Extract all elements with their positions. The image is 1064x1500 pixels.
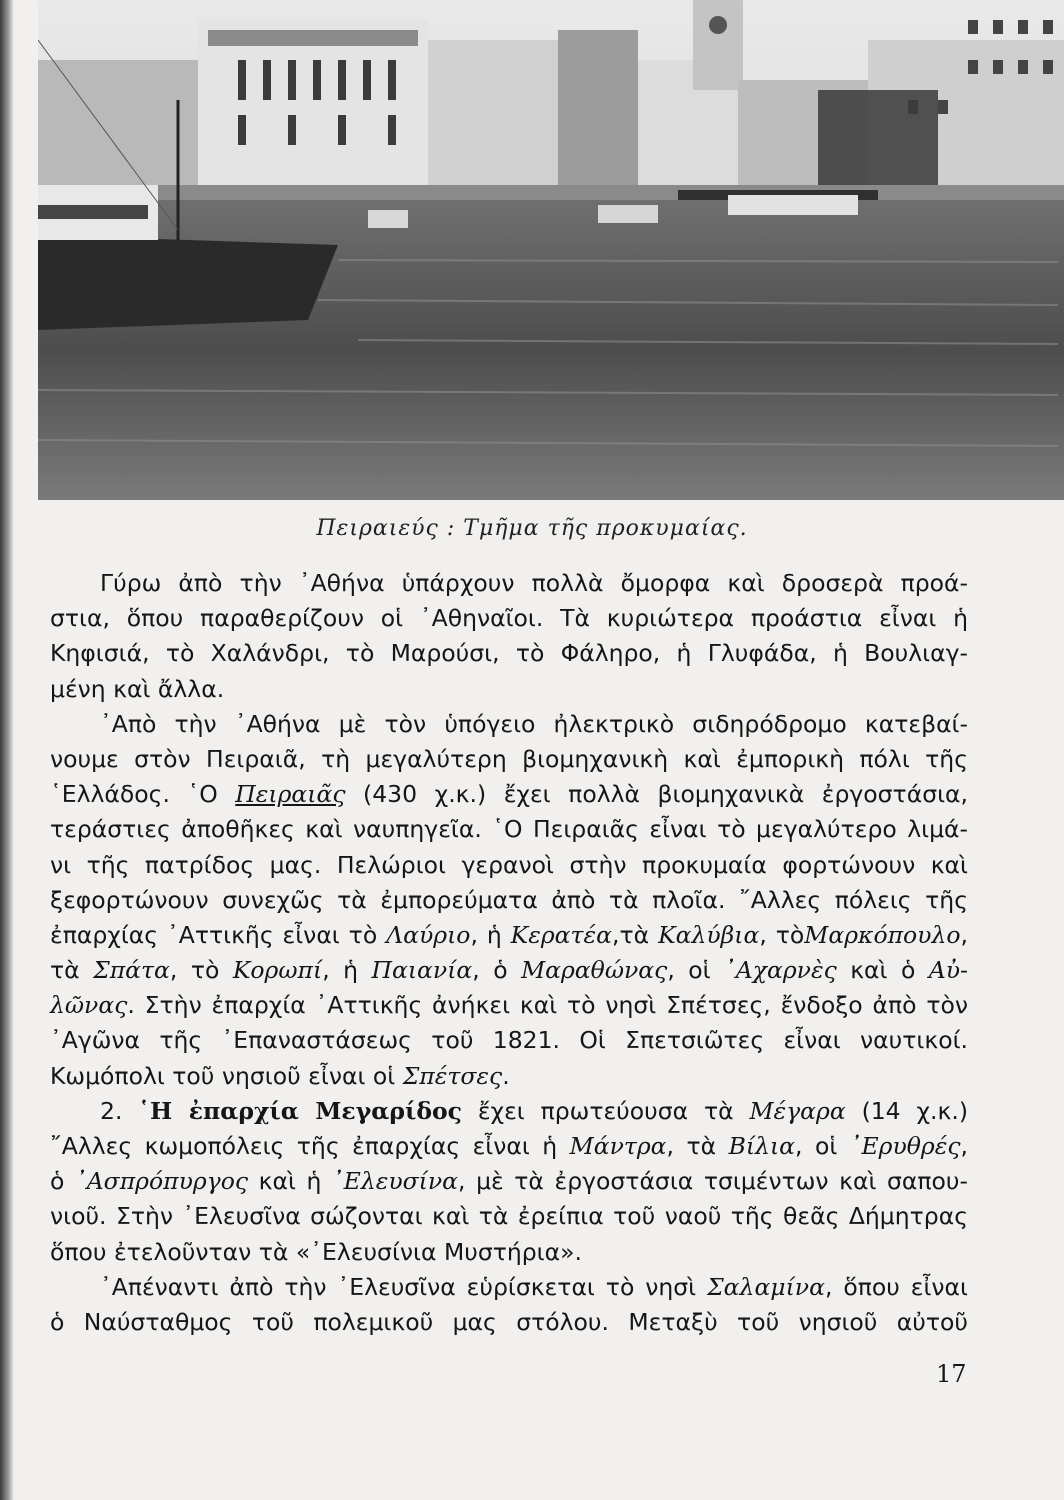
text-span: , μὲ τὰ ἐργοστάσια τσιμέντων καὶ σαπου- [458, 1167, 968, 1196]
place-name: Μαρκόπουλο [804, 920, 961, 949]
photo-caption: Πειραιεύς : Τμῆμα τῆς προκυμαίας. [316, 516, 748, 541]
place-name: ᾿Ασπρόπυργος [74, 1167, 249, 1196]
place-name: Σπάτα [93, 956, 170, 985]
text-span: (14 χ.κ.) [845, 1096, 969, 1125]
text-line: νι τῆς πατρίδος μας. Πελώριοι γερανοὶ στὴν προκυμαία φορτώνουν καὶ [50, 850, 968, 879]
text-span: ,τὰ [612, 920, 659, 949]
text-span: , τὸ [169, 956, 233, 985]
place-name: Παιανία [371, 956, 473, 985]
text-line: ᾿Αγῶνα τῆς ᾿Επαναστάσεως τοῦ 1821. Οἱ Σπετσιῶτες εἶναι ναυτικοί. [50, 1026, 968, 1055]
place-name: Λαύριο [386, 920, 471, 949]
text-span: ἔχει πρωτεύουσα τὰ [461, 1096, 750, 1125]
text-line [50, 777, 968, 812]
text-span: καὶ ἡ [248, 1167, 332, 1196]
page-number: 17 [936, 1360, 967, 1388]
text-span: . Στὴν ἐπαρχία ᾿Αττικῆς ἀνήκει καὶ τὸ νησὶ Σπέτσες, ἔνδοξο ἀπὸ τὸν [127, 991, 968, 1020]
text-line [50, 1270, 968, 1305]
text-line: μένη καὶ ἄλλα. [50, 674, 225, 703]
text-line: ὁ Ναύσταθμος τοῦ πολεμικοῦ μας στόλου. Μεταξὺ τοῦ νησιοῦ αὐτοῦ [50, 1307, 968, 1336]
place-name: Κορωπί [232, 956, 323, 985]
place-name: ᾿Αχαρνὲς [724, 956, 837, 985]
place-name: Σαλαμίνα [707, 1272, 825, 1301]
text-span: , ὁ [472, 956, 522, 985]
place-name: Σπέτσες [402, 1061, 503, 1090]
text-span: ᾿Απέναντι ἀπὸ τὴν ᾿Ελευσῖνα εὑρίσκεται τὸ νησὶ [100, 1272, 708, 1301]
place-name: Καλύβια [658, 920, 760, 949]
text-span: ὁ [50, 1167, 75, 1196]
text-line: Γύρω ἀπὸ τὴν ᾿Αθήνα ὑπάρχουν πολλὰ ὄμορφα καὶ δροσερὰ προά- [100, 569, 968, 597]
body-text [50, 566, 968, 1340]
text-line: ξεφορτώνουν συνεχῶς τὰ ἐμπορεύματα ἀπὸ τὰ πλοῖα. ῎Αλλες πόλεις τῆς [50, 885, 968, 914]
text-line [50, 1164, 968, 1199]
text-span: , [960, 920, 968, 949]
harbor-photo-icon [38, 0, 1064, 500]
text-span: Κωμόπολι τοῦ νησιοῦ εἶναι οἱ [50, 1061, 403, 1090]
text-line [50, 1094, 968, 1129]
text-line: νουμε στὸν Πειραιᾶ, τὴ μεγαλύτερη βιομηχανικὴ καὶ ἐμπορικὴ πόλι τῆς [50, 744, 968, 773]
text-span: , [960, 1132, 968, 1160]
text-span: . [502, 1061, 510, 1090]
text-span: τὰ [50, 956, 94, 985]
place-name: Αὐ- [928, 956, 968, 985]
text-span: , τὰ [666, 1132, 729, 1160]
place-name: λῶνας [50, 991, 128, 1020]
text-span: (430 χ.κ.) ἔχει πολλὰ βιομηχανικὰ ἐργοστάσια, [345, 780, 968, 809]
text-span: , τὸ [759, 920, 805, 949]
text-span: , οἱ [795, 1132, 850, 1160]
place-name: Μέγαρα [749, 1096, 846, 1125]
section-heading: ῾Η ἐπαρχία Μεγαρίδος [138, 1096, 462, 1125]
text-line: ᾿Απὸ τὴν ᾿Αθήνα μὲ τὸν ὑπόγειο ἠλεκτρικὸ σιδηρόδρομο κατεβαί- [100, 709, 968, 738]
place-name: Κερατέα [510, 920, 613, 949]
text-line: στια, ὅπου παραθερίζουν οἱ ᾿Αθηναῖοι. Τὰ κυριώτερα προάστια εἶναι ἡ [50, 604, 968, 633]
text-span: , οἱ [667, 956, 725, 985]
text-line [50, 1129, 968, 1164]
place-name: Μάντρα [569, 1132, 667, 1160]
place-name: Πειραιᾶς [235, 780, 346, 809]
place-name: Βίλια [728, 1132, 796, 1160]
text-line [50, 953, 968, 988]
text-span: ἐπαρχίας ᾿Αττικῆς εἶναι τὸ [50, 920, 387, 949]
text-span: ῎Αλλες κωμοπόλεις τῆς ἐπαρχίας εἶναι ἡ [50, 1132, 570, 1160]
place-name: Μαραθώνας [521, 956, 668, 985]
text-line [50, 988, 968, 1023]
text-line [50, 1059, 968, 1094]
text-line [50, 918, 968, 953]
text-span: ῾Ελλάδος. ῾Ο [50, 780, 236, 809]
text-span: , ἡ [470, 920, 511, 949]
text-line: Κηφισιά, τὸ Χαλάνδρι, τὸ Μαρούσι, τὸ Φάληρο, ἡ Γλυφάδα, ἡ Βουλιαγ- [50, 639, 968, 668]
harbor-photo [38, 0, 1064, 500]
place-name: ᾿Ερυθρές [849, 1132, 961, 1160]
text-line: τεράστιες ἀποθῆκες καὶ ναυπηγεῖα. ῾Ο Πειραιᾶς εἶναι τὸ μεγαλύτερο λιμά- [50, 815, 968, 844]
text-line: ὅπου ἐτελοῦνταν τὰ «᾿Ελευσίνια Μυστήρια». [50, 1237, 582, 1266]
text-span: , ἡ [322, 956, 372, 985]
text-span: καὶ ὁ [836, 956, 929, 985]
text-span: 2. [100, 1096, 139, 1125]
page-edge-shadow [0, 0, 14, 1500]
text-span: , ὅπου εἶναι [824, 1272, 968, 1301]
text-line: νιοῦ. Στὴν ᾿Ελευσῖνα σώζονται καὶ τὰ ἐρείπια τοῦ ναοῦ τῆς θεᾶς Δήμητρας [50, 1202, 968, 1231]
place-name: ᾿Ελευσίνα [331, 1167, 459, 1196]
